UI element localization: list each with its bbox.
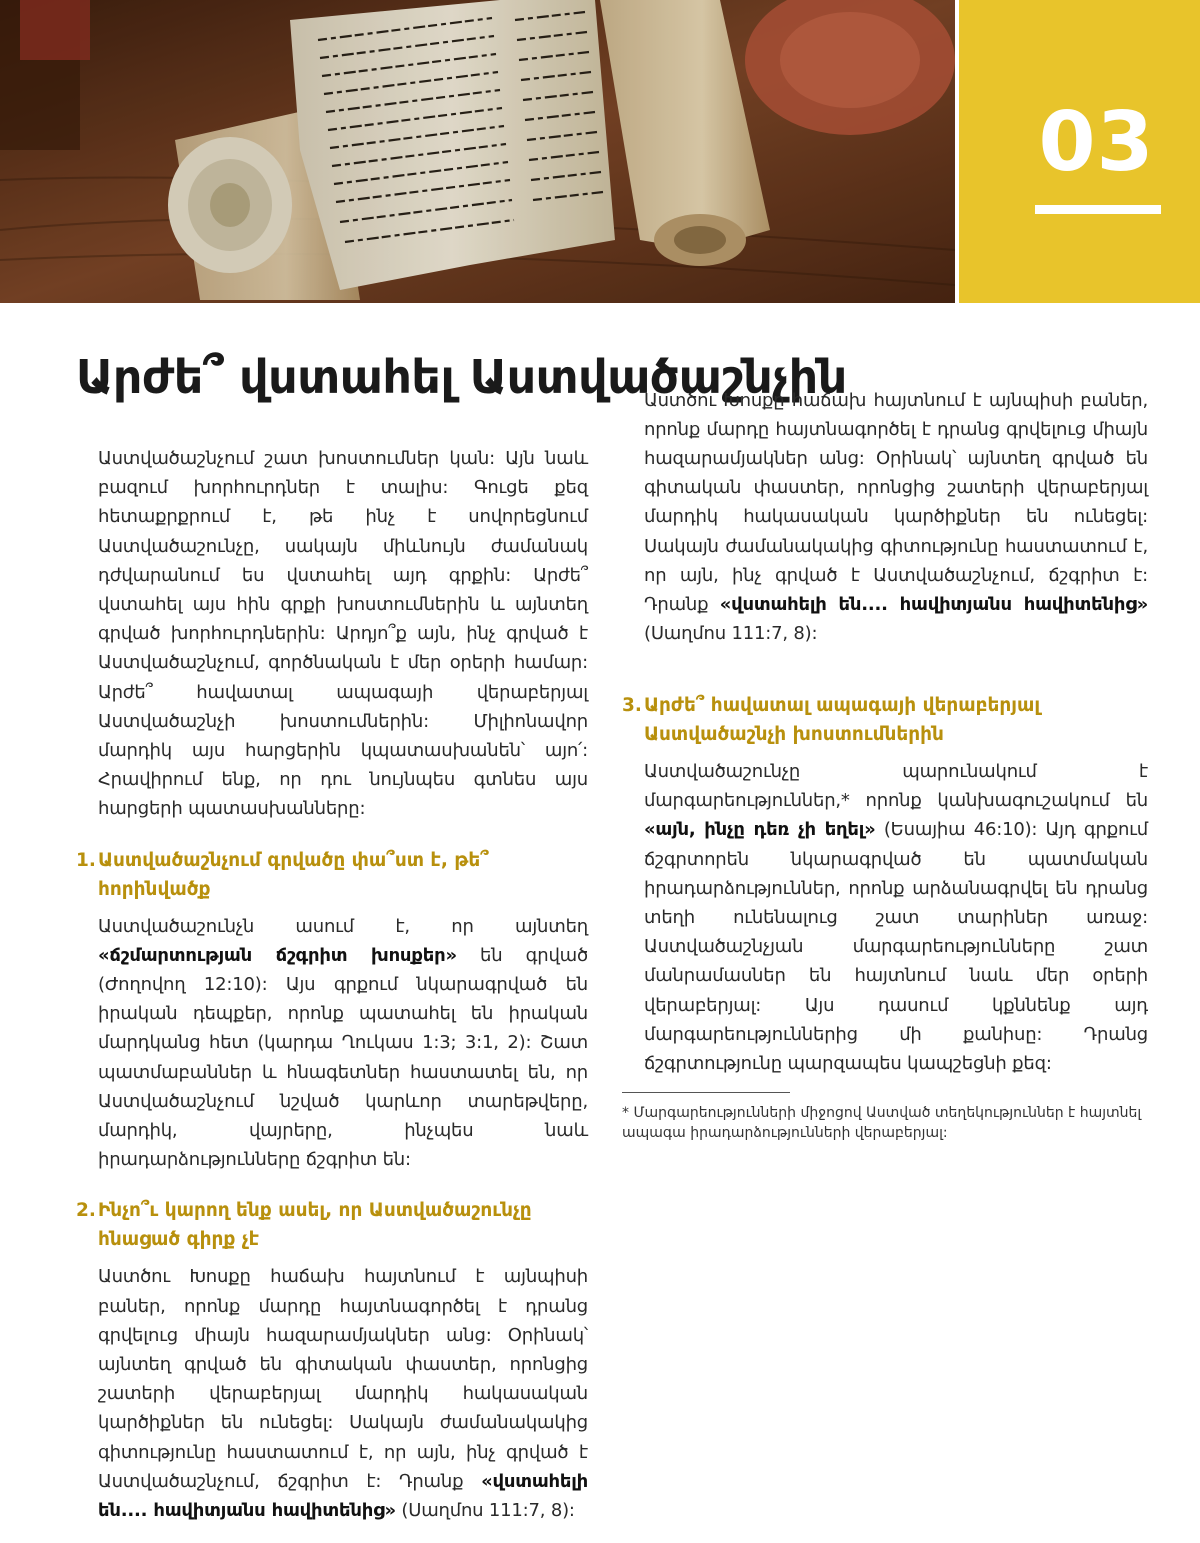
right-column bbox=[622, 389, 1148, 1143]
section-2-continuation bbox=[622, 389, 1148, 669]
footnote-divider bbox=[622, 1092, 790, 1093]
footnote: * Մարգարեությունների միջոցով Աստված տեղեկություններ է հայտնել ապագա իրադարձությունների վերաբերյալ: bbox=[622, 1105, 1142, 1142]
paragraph-text: Աստվածաշունչն ասում է, որ այնտեղ bbox=[98, 915, 588, 937]
section-heading-2 bbox=[76, 1196, 588, 1254]
section-heading-1 bbox=[76, 846, 588, 904]
paragraph-text: են գրված (Ժողովող 12:10): Այս գրքում նկարագրված են իրական դեպքեր, որոնք պատահել են իրական մարդկանց հետ (կարդա Ղուկաս 1:3; 3:1, 2): Շատ պատմաբաններ և հնագետներ հաստատել են, որ Աստվածաշնչում նշված կարևոր տարեթվերը, մարդիկ, վայրերը, ինչպես նաև իրադարձությունները ճշգրիտ են: bbox=[98, 944, 588, 1171]
section-paragraph-2-continued bbox=[622, 386, 1148, 649]
scripture-quote: «վստահելի են.... հավիտյանս հավիտենից» bbox=[719, 594, 1148, 616]
scripture-quote: «ճշմարտության ճշգրիտ խոսքեր» bbox=[98, 944, 457, 966]
intro-paragraph: Աստվածաշնչում շատ խոստումներ կան: Այն նաև բազում խորհուրդներ է տալիս: Գուցե քեզ հետաքրքրում է, թե ինչ է սովորեցնում Աստվածաշունչը, սակայն միևնույն ժամանակ դժվարանում ես վստահել այդ գրքին: Արժե՞ վստահել այս հին գրքի խոստումներին և այնտեղ գրված խորհուրդներին: Արդյո՞ք այն, ինչ գրված է Աստվածաշնչում, գործնական է մեր օրերի համար: Արժե՞ հավատալ ապագայի վերաբերյալ Աստվածաշնչի խոստումներին: Միլիոնավոր մարդիկ այս հարցերին կպատասխանեն՝ այո՛: Հրավիրում ենք, որ դու նույնպես գտնես այս հարցերի պատասխանները: bbox=[98, 448, 588, 820]
ancient-scroll-illustration bbox=[0, 0, 955, 303]
paragraph-text: Աստծու Խոսքը հաճախ հայտնում է այնպիսի բաներ, որոնք մարդը հայտնագործել է դրանց գրվելուց միայն հազարամյակներ անց: Օրինակ՝ այնտեղ գրված են գիտական փաստեր, որոնցից շատերի վերաբերյալ մարդիկ հակասական կարծիքներ են ունեցել: Սակայն ժամանակակից գիտությունը հաստատում է, որ այն, ինչ գրված է Աստվածաշնչում, ճշգրիտ է: Դրանք bbox=[98, 1266, 588, 1492]
page-title: Արժե՞ վստահել Աստվածաշնչին bbox=[76, 350, 847, 404]
hero-image bbox=[0, 0, 955, 303]
paragraph-text: Աստվածաշունչը պարունակում է մարգարեություններ,* որոնք կանխագուշակում են bbox=[644, 761, 1148, 812]
section-paragraph-3 bbox=[622, 757, 1148, 1078]
paragraph-text: (Եսայիա 46:10): Այդ գրքում ճշգրտորեն նկարագրված են պատմական իրադարձություններ, որոնք արձանագրվել են դրանց տեղի ունենալուց շատ տարիներ առաջ: Աստվածաշնչյան մարգարեությունները շատ մանրամասներ են հայտնում նաև մեր օրերի վերաբերյալ: Այս դասում կքննենք այդ մարգարեություններից մի քանիսը: Դրանց ճշգրտությունը պարզապես կապշեցնի քեզ: bbox=[644, 819, 1148, 1075]
lesson-number-box bbox=[955, 0, 1200, 303]
section-heading-text: Աստվածաշնչում գրվածը փա՞ստ է, թե՞ հորինվածք bbox=[98, 849, 489, 900]
scripture-quote: «վստահելի են.... հավիտյանս հավիտենից» bbox=[98, 1470, 588, 1522]
paragraph-text: (Սաղմոս 111:7, 8): bbox=[644, 623, 818, 645]
section-number: 2. bbox=[76, 1200, 96, 1222]
section-paragraph-2 bbox=[76, 1262, 588, 1522]
left-column bbox=[76, 444, 588, 1522]
section-number: 3. bbox=[622, 695, 642, 716]
lesson-number-underline bbox=[1035, 205, 1161, 214]
section-heading-text: Արժե՞ հավատալ ապագայի վերաբերյալ Աստվածաշնչի խոստումներին bbox=[644, 695, 1041, 745]
section-paragraph-1 bbox=[76, 912, 588, 1175]
paragraph-text: Աստծու Խոսքը հաճախ հայտնում է այնպիսի բաներ, որոնք մարդը հայտնագործել է դրանց գրվելուց միայն հազարամյակներ անց: Օրինակ՝ այնտեղ գրված են գիտական փաստեր, որոնցից շատերի վերաբերյալ մարդիկ հակասական կարծիքներ են ունեցել: Սակայն ժամանակակից գիտությունը հաստատում է, որ այն, ինչ գրված է Աստվածաշնչում, ճշգրիտ է: Դրանք bbox=[644, 389, 1148, 616]
paragraph-text: (Սաղմոս 111:7, 8): bbox=[395, 1500, 575, 1522]
section-heading-3 bbox=[622, 691, 1148, 749]
scripture-quote: «այն, ինչը դեռ չի եղել» bbox=[644, 819, 876, 841]
section-number: 1. bbox=[76, 849, 96, 871]
lesson-number: 03 bbox=[1038, 95, 1155, 190]
section-heading-text: Ինչո՞ւ կարող ենք ասել, որ Աստվածաշունչը հնացած գիրք չէ bbox=[98, 1200, 532, 1251]
